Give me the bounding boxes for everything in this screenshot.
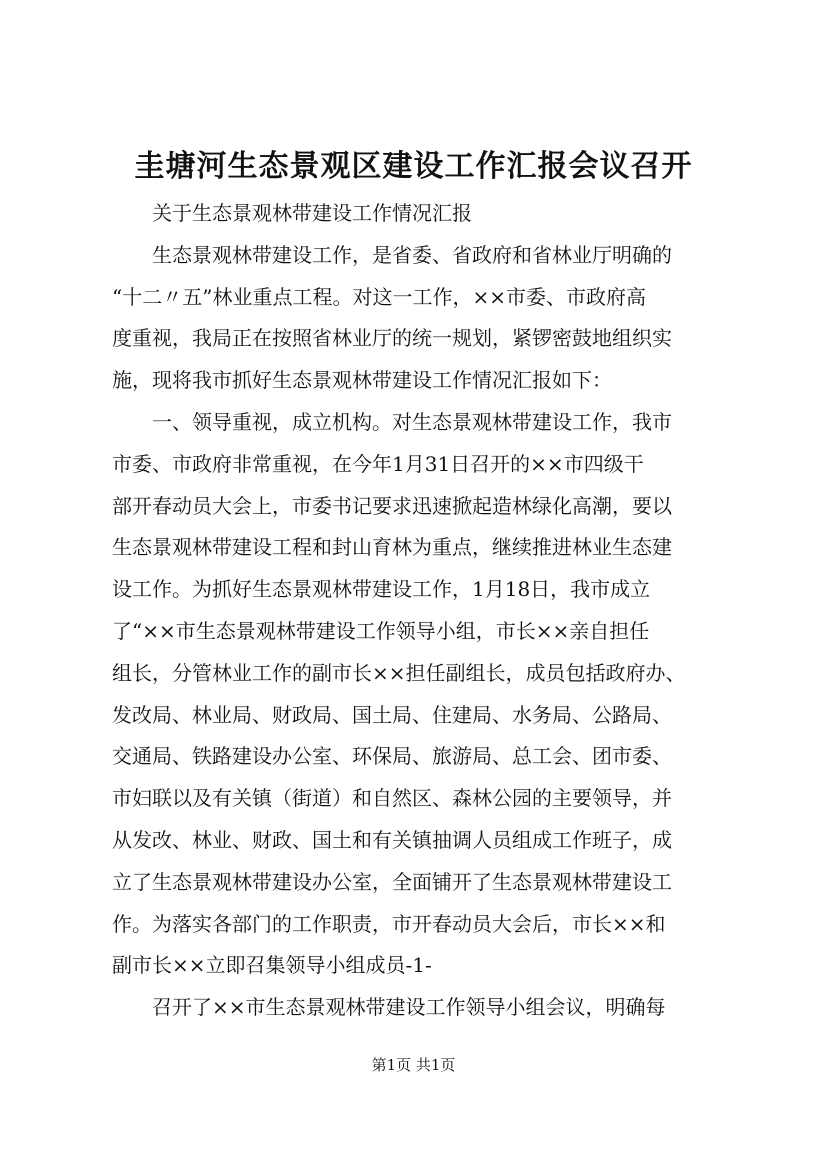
text-line: 生态景观林带建设工作，是省委、省政府和省林业厅明确的 bbox=[152, 242, 672, 267]
text-line: 施，现将我市抓好生态景观林带建设工作情况汇报如下： bbox=[112, 368, 612, 393]
text-line: 部开春动员大会上，市委书记要求迅速掀起造林绿化高潮，要以 bbox=[112, 493, 672, 518]
text-line: 召开了××市生态景观林带建设工作领导小组会议，明确每 bbox=[152, 995, 666, 1020]
page-footer: 第1页 共1页 bbox=[371, 1056, 456, 1074]
text-line: 市妇联以及有关镇（街道）和自然区、森林公园的主要领导，并 bbox=[112, 786, 672, 811]
text-line: 度重视，我局正在按照省林业厅的统一规划，紧锣密鼓地组织实 bbox=[112, 326, 672, 351]
text-line: 副市长××立即召集领导小组成员-1- bbox=[112, 953, 432, 978]
text-line: 市委、市政府非常重视，在今年1月31日召开的××市四级干 bbox=[112, 451, 644, 476]
text-line: 发改局、林业局、财政局、国土局、住建局、水务局、公路局、 bbox=[112, 702, 672, 727]
text-line: 了“××市生态景观林带建设工作领导小组，市长××亲自担任 bbox=[112, 618, 650, 643]
text-line: 组长，分管林业工作的副市长××担任副组长，成员包括政府办、 bbox=[112, 660, 686, 685]
text-line: 一、领导重视，成立机构。对生态景观林带建设工作，我市 bbox=[152, 409, 672, 434]
text-line: 从发改、林业、财政、国土和有关镇抽调人员组成工作班子，成 bbox=[112, 827, 672, 852]
text-line: 关于生态景观林带建设工作情况汇报 bbox=[152, 201, 472, 225]
text-line: “十二〃五”林业重点工程。对这一工作，××市委、市政府高 bbox=[112, 284, 646, 309]
text-line: 设工作。为抓好生态景观林带建设工作，1月18日，我市成立 bbox=[112, 577, 651, 602]
text-line: 生态景观林带建设工程和封山育林为重点，继续推进林业生态建 bbox=[112, 535, 672, 560]
document-title: 圭塘河生态景观区建设工作汇报会议召开 bbox=[134, 149, 693, 184]
document-body bbox=[112, 193, 742, 1029]
text-line: 作。为落实各部门的工作职责，市开春动员大会后，市长××和 bbox=[112, 911, 666, 936]
text-line: 立了生态景观林带建设办公室，全面铺开了生态景观林带建设工 bbox=[112, 869, 672, 894]
text-line: 交通局、铁路建设办公室、环保局、旅游局、总工会、团市委、 bbox=[112, 744, 672, 769]
